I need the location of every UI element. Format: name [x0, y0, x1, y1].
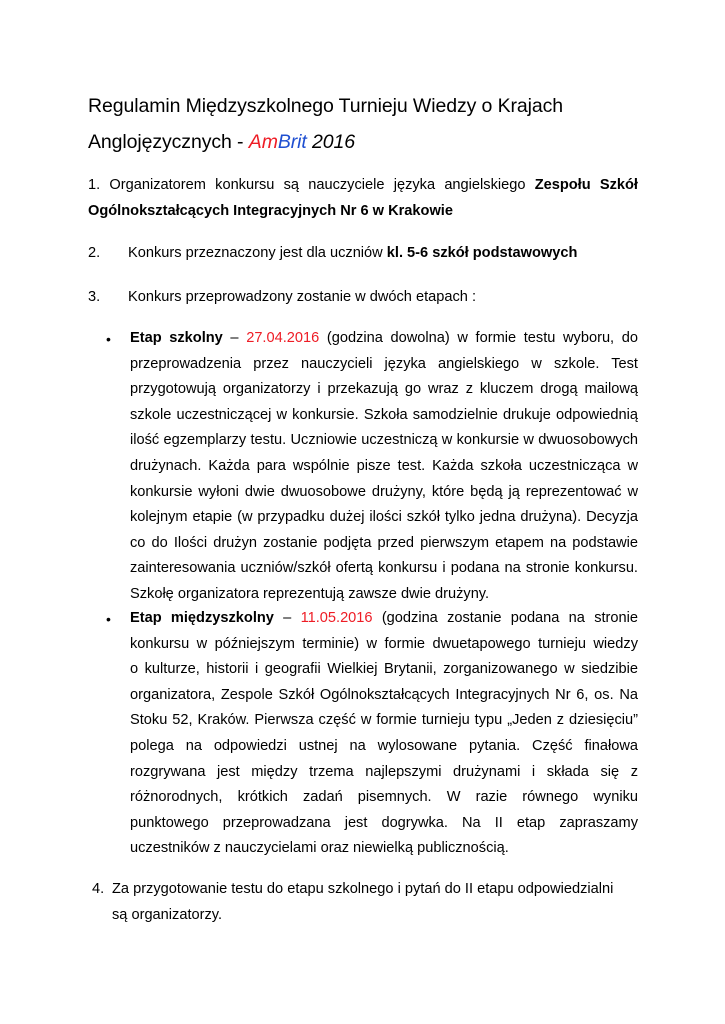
title-prefix: Anglojęzycznych -: [88, 131, 249, 153]
stage-1-date: 27.04.2016: [246, 330, 320, 346]
point-2-line: [128, 240, 577, 266]
stage-2-line-7: rozgrywana jest między trzema najlepszymi drużynami i składa się z: [130, 763, 638, 780]
stage-1-label: Etap szkolny: [130, 330, 223, 346]
document-title-line-2: [88, 124, 648, 160]
stage-1-line-4: szkole uczestniczącej w konkursie. Szkoła samodzielnie drukuje odpowiednią: [130, 406, 638, 423]
stage-1-dash: –: [222, 330, 247, 346]
stage-1-line-1: Etap szkolny – 27.04.2016 (godzina dowolna) w formie testu wyboru, do: [130, 330, 638, 346]
stage-2-line-9: punktowego przeprowadzana jest dogrywka. Na II etap zapraszamy: [130, 814, 638, 831]
point-2-number: 2.: [88, 245, 101, 261]
point-1-number: 1.: [88, 177, 101, 193]
stage-2-dash: –: [273, 610, 301, 626]
point-4-line-2: są organizatorzy.: [112, 907, 223, 923]
stage-1-line-9: co do Ilości drużyn zostanie podjęta przed pierwszym etapem na podstawie: [130, 534, 638, 551]
stage-2-line-2: konkursu w późniejszym terminie) w formie dwuetapowego turnieju wiedzy: [130, 635, 638, 652]
stage-2-block: [130, 606, 638, 862]
stage-2-line-5: Stoku 52, Kraków. Pierwsza część w formie turnieju typu „Jeden z dziesięciu”: [130, 712, 638, 729]
point-1-bold-1: Zespołu Szkół: [534, 177, 638, 193]
stage-1-line-5: ilość egzemplarzy testu. Uczniowie uczestniczą w konkursie w dwuosobowych: [130, 432, 638, 449]
stage-1-line-10: zainteresowania uczniów/szkół ofertą konkursu i podana na stronie konkursu.: [130, 560, 638, 577]
stage-1-block: [130, 326, 638, 608]
stage-1-line-6: drużynach. Każda para wspólnie pisze test. Każda szkoła uczestnicząca w: [130, 457, 638, 474]
stage-1-line-3: przygotowują organizatorzy i przekazują go wraz z kluczem drogą mailową: [130, 381, 638, 398]
stage-2-label: Etap międzyszkolny: [130, 610, 274, 626]
point-4-number: 4.: [92, 881, 105, 897]
point-1-bold-2: Ogólnokształcących Integracyjnych Nr 6 w Krakowie: [88, 203, 453, 219]
stage-2-line-8: różnorodnych, krótkich zadań pisemnych. W razie równego wyniku: [130, 789, 638, 806]
point-4-line-1: Za przygotowanie testu do etapu szkolnego i pytań do II etapu odpowiedzialni: [112, 881, 614, 897]
stage-2-line-1: Etap międzyszkolny – 11.05.2016 (godzina zostanie podana na stronie: [130, 610, 638, 626]
stage-2-line-4: organizatora, Zespole Szkół Ogólnokształcących Integracyjnych Nr 6, os. Na: [130, 686, 638, 703]
stage-1-line-8: kolejnym etapie (w przypadku dużej ilości szkół tylko jedna drużyna). Decyzja: [130, 509, 638, 526]
point-1-text: Organizatorem konkursu są nauczyciele języka angielskiego: [109, 177, 526, 193]
document-title-line-1: Regulamin Międzyszkolnego Turnieju Wiedzy o Krajach: [88, 95, 564, 117]
point-2-bold: kl. 5-6 szkół podstawowych: [386, 245, 578, 261]
stage-1-line-7: konkursie wyłoni dwie dwuosobowe drużyny, które będą ją reprezentować w: [130, 483, 638, 500]
stage-1-line-2: przeprowadzenia przez nauczycieli języka angielskiego w szkole. Test: [130, 355, 638, 372]
brand-brit: Brit: [277, 131, 307, 153]
stage-2-bullet: •: [106, 611, 111, 627]
brand-am: Am: [248, 131, 278, 153]
point-2-text: Konkurs przeznaczony jest dla uczniów: [128, 245, 383, 261]
stage-2-line-3: o kulturze, historii i geografii Wielkiej Brytanii, zorganizowanego w siedzibie: [130, 661, 638, 678]
stage-2-date: 11.05.2016: [300, 610, 373, 626]
point-1-line-1: [88, 172, 638, 198]
stage-1-line-11: Szkołę organizatora reprezentują zawsze dwie drużyny.: [130, 585, 490, 602]
stage-2-line-6: polega na odpowiedzi ustnej na wylosowane pytania. Część finałowa: [130, 737, 638, 754]
point-3-text: Konkurs przeprowadzony zostanie w dwóch etapach :: [128, 289, 477, 305]
stage-1-bullet: •: [106, 331, 111, 347]
stage-2-line-10: uczestników z nauczycielami oraz niewielką publicznością.: [130, 840, 509, 857]
title-year: 2016: [306, 131, 356, 153]
point-3-number: 3.: [88, 289, 101, 305]
